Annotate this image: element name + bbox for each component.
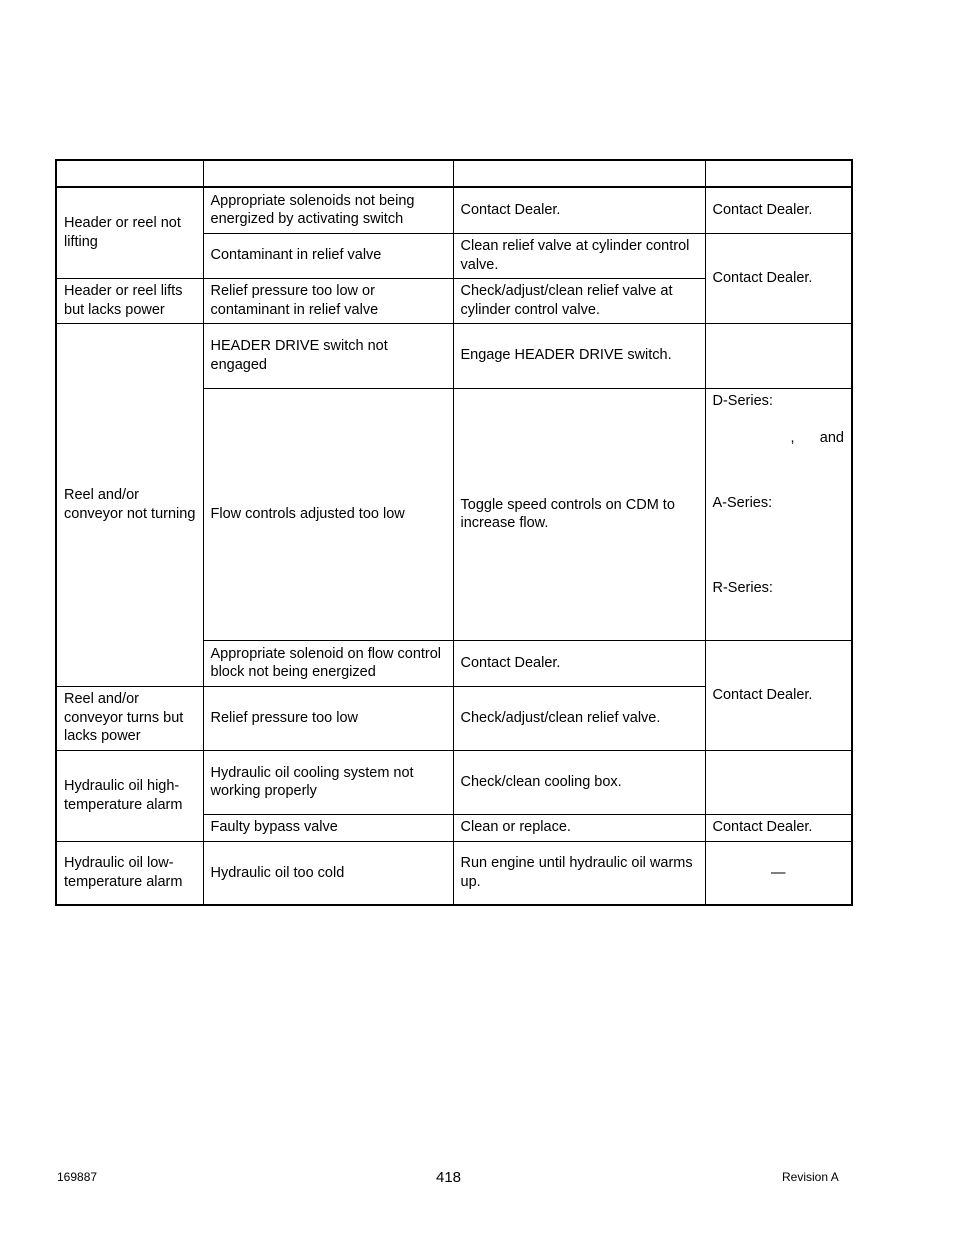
header-cause bbox=[203, 160, 453, 187]
header-problem bbox=[56, 160, 203, 187]
r-series-label: R-Series: bbox=[712, 579, 773, 596]
reference-comma: , bbox=[790, 429, 795, 446]
solution-cell: Contact Dealer. bbox=[453, 640, 705, 686]
cause-cell: Appropriate solenoids not being energized by activating switch bbox=[203, 187, 453, 233]
refer-cell: Contact Dealer. bbox=[705, 187, 852, 233]
cause-cell: Appropriate solenoid on flow control block not being energized bbox=[203, 640, 453, 686]
cause-cell: Relief pressure too low bbox=[203, 686, 453, 750]
solution-cell: Check/clean cooling box. bbox=[453, 750, 705, 814]
table-header-row bbox=[56, 160, 852, 187]
series-reference-list bbox=[713, 392, 845, 640]
solution-cell: Engage HEADER DRIVE switch. bbox=[453, 323, 705, 388]
footer-doc-number: 169887 bbox=[57, 1170, 98, 1184]
refer-cell: — bbox=[705, 841, 852, 905]
footer-page-number: 418 bbox=[436, 1169, 462, 1186]
cause-cell: Hydraulic oil cooling system not working properly bbox=[203, 750, 453, 814]
table-row bbox=[56, 323, 852, 388]
table-row bbox=[56, 841, 852, 905]
problem-cell: Header or reel not lifting bbox=[56, 187, 203, 278]
refer-cell bbox=[705, 323, 852, 388]
refer-cell: Contact Dealer. bbox=[705, 640, 852, 750]
table-row bbox=[56, 750, 852, 814]
cause-cell: Faulty bypass valve bbox=[203, 814, 453, 841]
cause-cell: Flow controls adjusted too low bbox=[203, 388, 453, 640]
problem-cell: Reel and/or conveyor turns but lacks power bbox=[56, 686, 203, 750]
solution-cell: Run engine until hydraulic oil warms up. bbox=[453, 841, 705, 905]
problem-cell: Hydraulic oil high-temperature alarm bbox=[56, 750, 203, 841]
solution-cell: Check/adjust/clean relief valve at cylinder control valve. bbox=[453, 278, 705, 323]
troubleshooting-table bbox=[55, 159, 853, 906]
cause-cell: HEADER DRIVE switch not engaged bbox=[203, 323, 453, 388]
refer-cell bbox=[705, 750, 852, 814]
cause-cell: Relief pressure too low or contaminant in relief valve bbox=[203, 278, 453, 323]
refer-cell: Contact Dealer. bbox=[705, 233, 852, 323]
footer-revision: Revision A bbox=[782, 1170, 839, 1184]
header-refer-to bbox=[705, 160, 852, 187]
solution-cell: Clean or replace. bbox=[453, 814, 705, 841]
solution-cell: Check/adjust/clean relief valve. bbox=[453, 686, 705, 750]
problem-cell: Hydraulic oil low-temperature alarm bbox=[56, 841, 203, 905]
problem-cell: Header or reel lifts but lacks power bbox=[56, 278, 203, 323]
reference-and: and bbox=[819, 429, 844, 446]
refer-cell bbox=[705, 388, 852, 640]
refer-cell: Contact Dealer. bbox=[705, 814, 852, 841]
table-row bbox=[56, 187, 852, 233]
d-series-label: D-Series: bbox=[712, 392, 773, 409]
problem-cell: Reel and/or conveyor not turning bbox=[56, 323, 203, 686]
a-series-label: A-Series: bbox=[712, 494, 773, 511]
solution-cell: Clean relief valve at cylinder control valve. bbox=[453, 233, 705, 278]
header-solution bbox=[453, 160, 705, 187]
solution-cell: Toggle speed controls on CDM to increase flow. bbox=[453, 388, 705, 640]
solution-cell: Contact Dealer. bbox=[453, 187, 705, 233]
cause-cell: Hydraulic oil too cold bbox=[203, 841, 453, 905]
cause-cell: Contaminant in relief valve bbox=[203, 233, 453, 278]
